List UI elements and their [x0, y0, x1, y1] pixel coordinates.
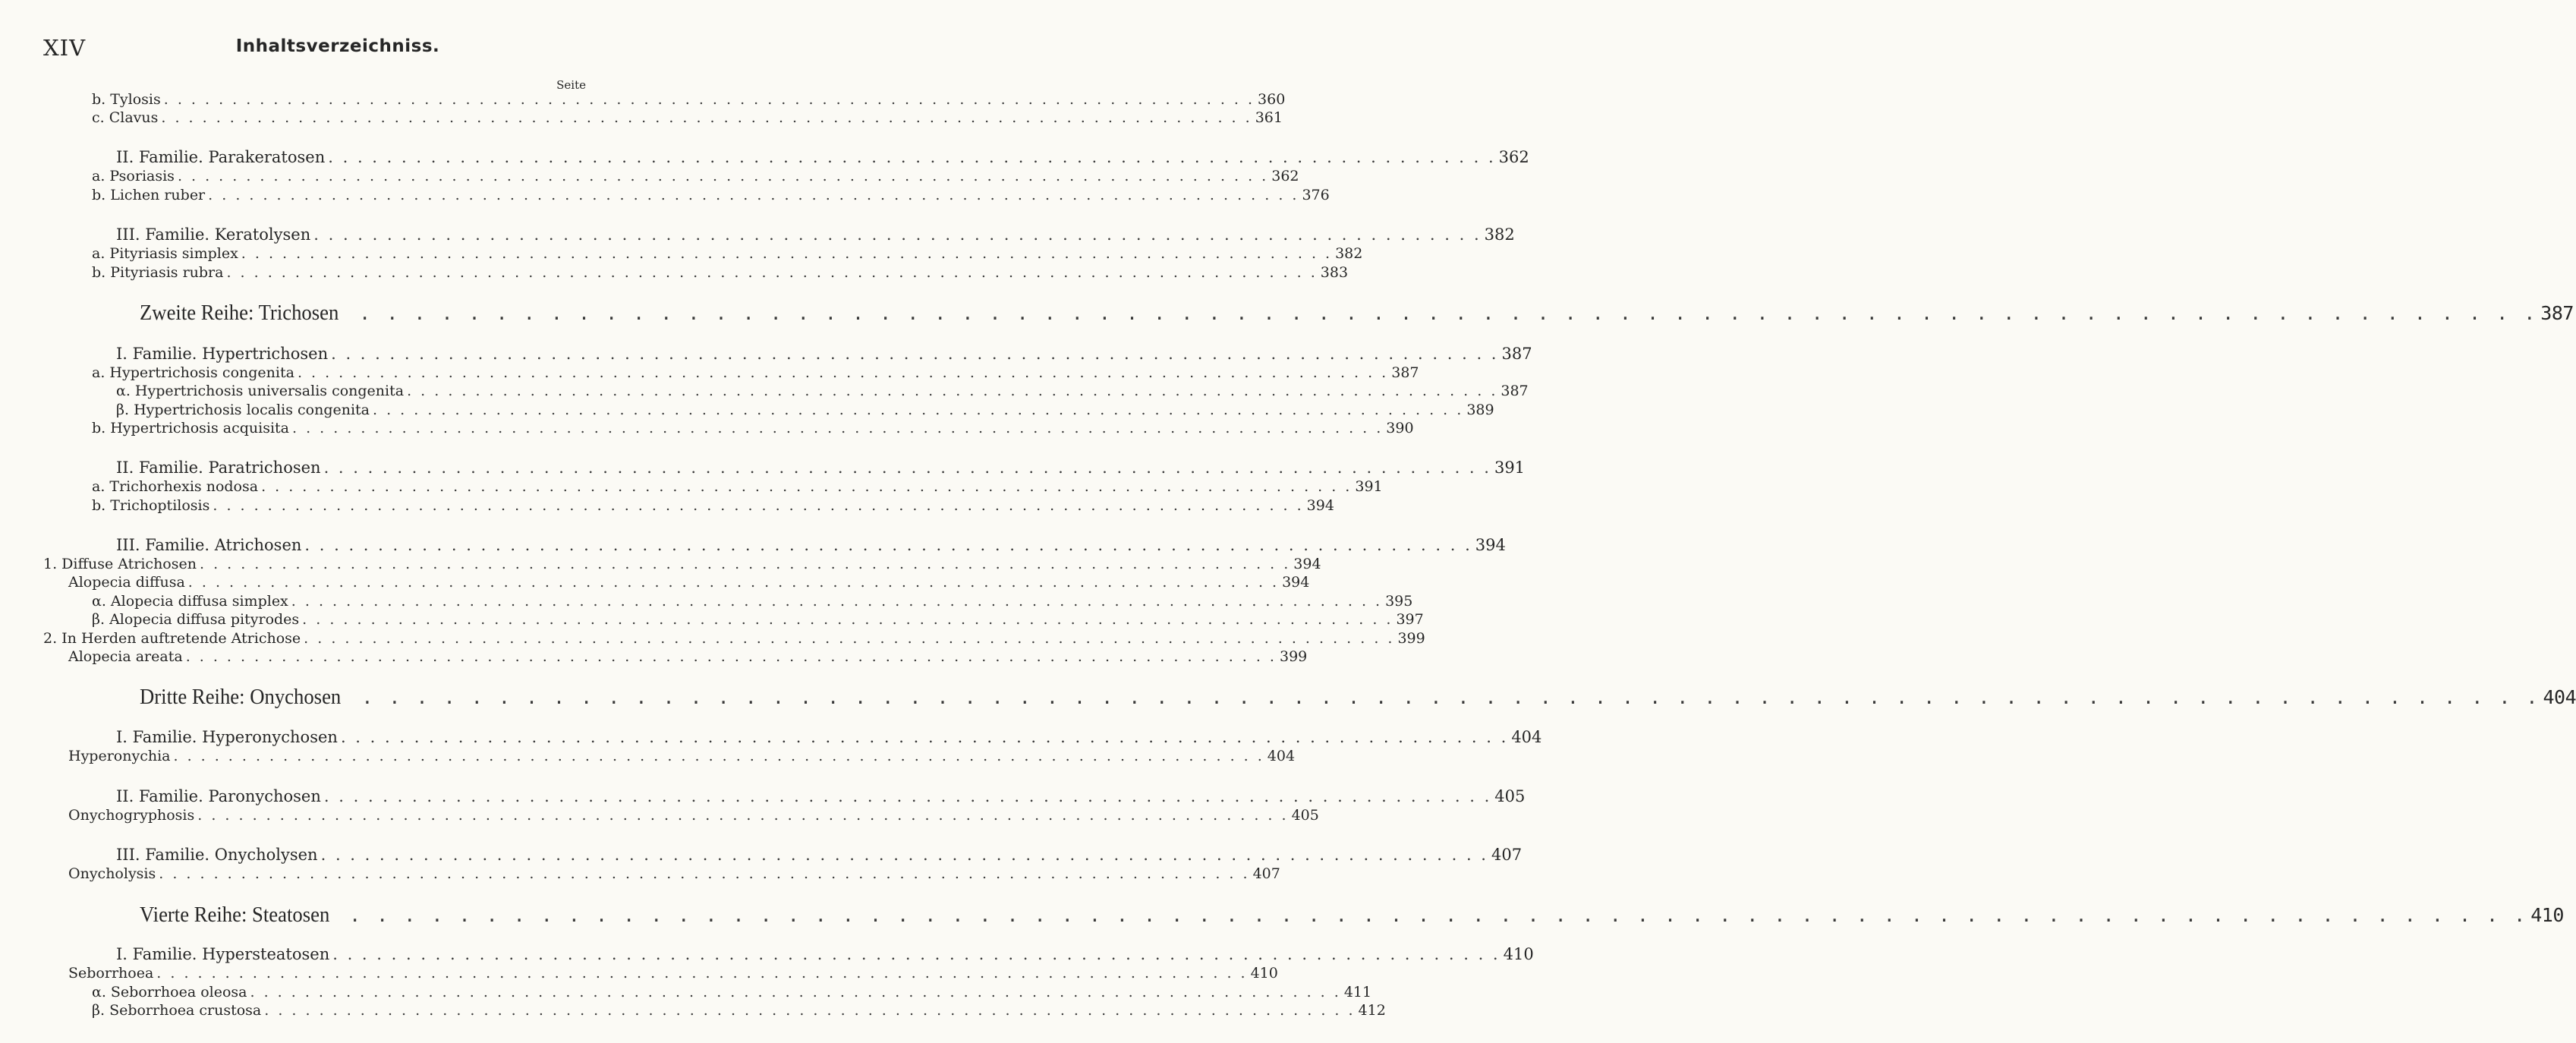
- entry-label: Dritte Reihe: Onychosen: [140, 685, 342, 709]
- family-heading: [116, 945, 1534, 966]
- toc-entry: [92, 1002, 1386, 1023]
- entry-label: Onychogryphosis: [68, 807, 195, 824]
- entry-label: a. Psoriasis: [92, 168, 175, 184]
- entry-page-number: 382: [1484, 225, 1515, 244]
- entry-page-number: 410: [1250, 965, 1278, 982]
- leader-dots: . . . . . . . . . . . . . . . . . . . . . . . . . . . . . . . . . . . . . . . . . . . . . . . . . . . . . . . . . . . . . . . . . . . . . . . . . . . . . . . .: [407, 383, 1498, 399]
- toc-entry: [92, 245, 1363, 266]
- leader-dots: . . . . . . . . . . . . . . . . . . . . . . . . . . . . . . . . . . . . . . . . . . . . . . . . . . . . . . . . . . . . . . . . . . . . . . . . . . . . . . . .: [302, 611, 1393, 628]
- entry-label: Seborrhoea: [68, 965, 154, 982]
- entry-page-number: 394: [1293, 556, 1321, 572]
- toc-entry: [92, 478, 1383, 499]
- toc-entry: [92, 420, 1414, 441]
- entry-page-number: 361: [1255, 109, 1283, 126]
- entry-page-number: 407: [1491, 846, 1523, 864]
- series-heading: [140, 903, 2564, 927]
- entry-page-number: 405: [1291, 807, 1319, 824]
- family-heading: [116, 536, 1506, 557]
- toc-entry: [92, 168, 1299, 189]
- series-heading: [140, 301, 2574, 325]
- entry-page-number: 376: [1302, 187, 1330, 203]
- entry-label: Alopecia diffusa: [68, 574, 185, 591]
- toc-entry: [68, 648, 1308, 670]
- entry-page-number: 362: [1498, 148, 1529, 166]
- entry-label: I. Familie. Hyperonychosen: [116, 728, 338, 746]
- family-heading: [116, 787, 1526, 808]
- entry-page-number: 410: [2530, 904, 2564, 926]
- entry-page-number: 387: [1501, 345, 1532, 363]
- entry-page-number: 362: [1271, 168, 1299, 184]
- leader-dots: . . . . . . . . . . . . . . . . . . . . . . . . . . . . . . . . . . . . . . . . . . . . . . . . . . . . . . . . . . . . . . . . . . . . . . . . . . . . . . . .: [349, 904, 2528, 926]
- leader-dots: . . . . . . . . . . . . . . . . . . . . . . . . . . . . . . . . . . . . . . . . . . . . . . . . . . . . . . . . . . . . . . . . . . . . . . . . . . . . . . . .: [177, 168, 1269, 184]
- entry-page-number: 387: [1501, 383, 1529, 399]
- family-heading: [116, 458, 1526, 480]
- toc-entry: [68, 865, 1280, 887]
- entry-page-number: 394: [1475, 536, 1506, 554]
- entry-label: b. Tylosis: [92, 91, 161, 108]
- leader-dots: . . . . . . . . . . . . . . . . . . . . . . . . . . . . . . . . . . . . . . . . . . . . . . . . . . . . . . . . . . . . . . . . . . . . . . . . . . . . . . . .: [173, 748, 1264, 764]
- entry-label: Alopecia areata: [68, 648, 183, 665]
- entry-page-number: 405: [1494, 787, 1526, 805]
- leader-dots: . . . . . . . . . . . . . . . . . . . . . . . . . . . . . . . . . . . . . . . . . . . . . . . . . . . . . . . . . . . . . . . . . . . . . . . . . . . . . . . .: [161, 109, 1252, 126]
- leader-dots: . . . . . . . . . . . . . . . . . . . . . . . . . . . . . . . . . . . . . . . . . . . . . . . . . . . . . . . . . . . . . . . . . . . . . . . . . . . . . . . .: [291, 593, 1383, 610]
- family-heading: [116, 728, 1542, 749]
- toc-entry: [68, 574, 1310, 595]
- leader-dots: . . . . . . . . . . . . . . . . . . . . . . . . . . . . . . . . . . . . . . . . . . . . . . . . . . . . . . . . . . . . . . . . . . . . . . . . . . . . . . . .: [340, 728, 1509, 746]
- entry-page-number: 383: [1320, 264, 1349, 281]
- toc-entry: [92, 264, 1349, 285]
- leader-dots: . . . . . . . . . . . . . . . . . . . . . . . . . . . . . . . . . . . . . . . . . . . . . . . . . . . . . . . . . . . . . . . . . . . . . . . . . . . . . . . .: [304, 536, 1472, 554]
- entry-page-number: 404: [1267, 748, 1296, 764]
- entry-label: Vierte Reihe: Steatosen: [140, 903, 330, 927]
- entry-page-number: 399: [1397, 630, 1425, 647]
- entry-page-number: 394: [1282, 574, 1310, 591]
- entry-label: β. Seborrhoea crustosa: [92, 1002, 262, 1019]
- toc-entry: [116, 383, 1529, 404]
- toc-entry: [92, 187, 1330, 208]
- leader-dots: . . . . . . . . . . . . . . . . . . . . . . . . . . . . . . . . . . . . . . . . . . . . . . . . . . . . . . . . . . . . . . . . . . . . . . . . . . . . . . . .: [213, 497, 1304, 514]
- leader-dots: . . . . . . . . . . . . . . . . . . . . . . . . . . . . . . . . . . . . . . . . . . . . . . . . . . . . . . . . . . . . . . . . . . . . . . . . . . . . . . . .: [264, 1002, 1356, 1019]
- page-number-roman: XIV: [43, 35, 87, 61]
- series-heading: [140, 685, 2576, 709]
- entry-page-number: 394: [1306, 497, 1334, 514]
- entry-page-number: 395: [1385, 593, 1413, 610]
- entry-page-number: 391: [1355, 478, 1383, 495]
- toc-entry: [68, 748, 1296, 769]
- entry-page-number: 399: [1279, 648, 1308, 665]
- family-heading: [116, 846, 1523, 867]
- leader-dots: . . . . . . . . . . . . . . . . . . . . . . . . . . . . . . . . . . . . . . . . . . . . . . . . . . . . . . . . . . . . . . . . . . . . . . . . . . . . . . . .: [323, 787, 1492, 805]
- entry-page-number: 360: [1258, 91, 1286, 108]
- leader-dots: . . . . . . . . . . . . . . . . . . . . . . . . . . . . . . . . . . . . . . . . . . . . . . . . . . . . . . . . . . . . . . . . . . . . . . . . . . . . . . . .: [332, 945, 1501, 963]
- entry-page-number: 391: [1494, 458, 1526, 477]
- leader-dots: . . . . . . . . . . . . . . . . . . . . . . . . . . . . . . . . . . . . . . . . . . . . . . . . . . . . . . . . . . . . . . . . . . . . . . . . . . . . . . . .: [226, 264, 1318, 281]
- leader-dots: . . . . . . . . . . . . . . . . . . . . . . . . . . . . . . . . . . . . . . . . . . . . . . . . . . . . . . . . . . . . . . . . . . . . . . . . . . . . . . . .: [208, 187, 1299, 203]
- leader-dots: . . . . . . . . . . . . . . . . . . . . . . . . . . . . . . . . . . . . . . . . . . . . . . . . . . . . . . . . . . . . . . . . . . . . . . . . . . . . . . . .: [328, 148, 1496, 166]
- entry-label: α. Alopecia diffusa simplex: [92, 593, 288, 610]
- family-heading: [116, 148, 1529, 169]
- entry-page-number: 404: [2543, 686, 2576, 708]
- running-title: Inhaltsverzeichniss.: [235, 36, 440, 56]
- entry-label: III. Familie. Atrichosen: [116, 536, 302, 554]
- leader-dots: . . . . . . . . . . . . . . . . . . . . . . . . . . . . . . . . . . . . . . . . . . . . . . . . . . . . . . . . . . . . . . . . . . . . . . . . . . . . . . . .: [320, 846, 1488, 864]
- entry-label: 1. Diffuse Atrichosen: [43, 556, 197, 572]
- entry-label: β. Hypertrichosis localis congenita: [116, 402, 370, 418]
- leader-dots: . . . . . . . . . . . . . . . . . . . . . . . . . . . . . . . . . . . . . . . . . . . . . . . . . . . . . . . . . . . . . . . . . . . . . . . . . . . . . . . .: [359, 302, 2538, 324]
- entry-label: Zweite Reihe: Trichosen: [140, 301, 339, 325]
- entry-label: I. Familie. Hypertrichosen: [116, 345, 329, 363]
- entry-page-number: 411: [1343, 984, 1372, 1000]
- entry-label: III. Familie. Keratolysen: [116, 225, 311, 244]
- leader-dots: . . . . . . . . . . . . . . . . . . . . . . . . . . . . . . . . . . . . . . . . . . . . . . . . . . . . . . . . . . . . . . . . . . . . . . . . . . . . . . . .: [373, 402, 1464, 418]
- entry-page-number: 389: [1466, 402, 1494, 418]
- entry-label: a. Hypertrichosis congenita: [92, 364, 294, 381]
- entry-label: 2. In Herden auftretende Atrichose: [43, 630, 301, 647]
- entry-label: II. Familie. Parakeratosen: [116, 148, 326, 166]
- leader-dots: . . . . . . . . . . . . . . . . . . . . . . . . . . . . . . . . . . . . . . . . . . . . . . . . . . . . . . . . . . . . . . . . . . . . . . . . . . . . . . . .: [156, 965, 1248, 982]
- entry-label: a. Trichorhexis nodosa: [92, 478, 259, 495]
- entry-label: b. Lichen ruber: [92, 187, 206, 203]
- leader-dots: . . . . . . . . . . . . . . . . . . . . . . . . . . . . . . . . . . . . . . . . . . . . . . . . . . . . . . . . . . . . . . . . . . . . . . . . . . . . . . . .: [304, 630, 1395, 647]
- toc-entry: [92, 109, 1283, 131]
- leader-dots: . . . . . . . . . . . . . . . . . . . . . . . . . . . . . . . . . . . . . . . . . . . . . . . . . . . . . . . . . . . . . . . . . . . . . . . . . . . . . . . .: [241, 245, 1333, 262]
- leader-dots: . . . . . . . . . . . . . . . . . . . . . . . . . . . . . . . . . . . . . . . . . . . . . . . . . . . . . . . . . . . . . . . . . . . . . . . . . . . . . . . .: [323, 458, 1491, 477]
- entry-page-number: 387: [2540, 302, 2574, 324]
- toc-entry: [92, 497, 1334, 518]
- leader-dots: . . . . . . . . . . . . . . . . . . . . . . . . . . . . . . . . . . . . . . . . . . . . . . . . . . . . . . . . . . . . . . . . . . . . . . . . . . . . . . . .: [297, 364, 1389, 381]
- entry-page-number: 404: [1511, 728, 1542, 746]
- toc-entry: [68, 807, 1319, 828]
- entry-label: b. Trichoptilosis: [92, 497, 210, 514]
- entry-label: b. Hypertrichosis acquisita: [92, 420, 289, 436]
- leader-dots: . . . . . . . . . . . . . . . . . . . . . . . . . . . . . . . . . . . . . . . . . . . . . . . . . . . . . . . . . . . . . . . . . . . . . . . . . . . . . . . .: [185, 648, 1277, 665]
- entry-label: c. Clavus: [92, 109, 159, 126]
- seite-column-label: Seite: [556, 78, 586, 92]
- entry-label: α. Hypertrichosis universalis congenita: [116, 383, 405, 399]
- family-heading: [116, 345, 1532, 366]
- entry-label: β. Alopecia diffusa pityrodes: [92, 611, 300, 628]
- leader-dots: . . . . . . . . . . . . . . . . . . . . . . . . . . . . . . . . . . . . . . . . . . . . . . . . . . . . . . . . . . . . . . . . . . . . . . . . . . . . . . . .: [199, 556, 1291, 572]
- leader-dots: . . . . . . . . . . . . . . . . . . . . . . . . . . . . . . . . . . . . . . . . . . . . . . . . . . . . . . . . . . . . . . . . . . . . . . . . . . . . . . . .: [313, 225, 1482, 244]
- entry-label: α. Seborrhoea oleosa: [92, 984, 247, 1000]
- leader-dots: . . . . . . . . . . . . . . . . . . . . . . . . . . . . . . . . . . . . . . . . . . . . . . . . . . . . . . . . . . . . . . . . . . . . . . . . . . . . . . . .: [250, 984, 1341, 1000]
- entry-page-number: 387: [1391, 364, 1419, 381]
- leader-dots: . . . . . . . . . . . . . . . . . . . . . . . . . . . . . . . . . . . . . . . . . . . . . . . . . . . . . . . . . . . . . . . . . . . . . . . . . . . . . . . .: [331, 345, 1499, 363]
- entry-label: Hyperonychia: [68, 748, 171, 764]
- entry-page-number: 410: [1503, 945, 1534, 963]
- entry-page-number: 407: [1252, 865, 1280, 882]
- entry-label: II. Familie. Paronychosen: [116, 787, 321, 805]
- entry-label: a. Pityriasis simplex: [92, 245, 238, 262]
- toc-entry: [92, 611, 1424, 632]
- leader-dots: . . . . . . . . . . . . . . . . . . . . . . . . . . . . . . . . . . . . . . . . . . . . . . . . . . . . . . . . . . . . . . . . . . . . . . . . . . . . . . . .: [261, 478, 1353, 495]
- entry-page-number: 382: [1335, 245, 1363, 262]
- toc-entry: [68, 965, 1278, 986]
- entry-label: b. Pityriasis rubra: [92, 264, 224, 281]
- entry-label: Onycholysis: [68, 865, 156, 882]
- leader-dots: . . . . . . . . . . . . . . . . . . . . . . . . . . . . . . . . . . . . . . . . . . . . . . . . . . . . . . . . . . . . . . . . . . . . . . . . . . . . . . . .: [361, 686, 2540, 708]
- entry-label: I. Familie. Hypersteatosen: [116, 945, 330, 963]
- family-heading: [116, 225, 1515, 247]
- entry-label: III. Familie. Onycholysen: [116, 846, 318, 864]
- leader-dots: . . . . . . . . . . . . . . . . . . . . . . . . . . . . . . . . . . . . . . . . . . . . . . . . . . . . . . . . . . . . . . . . . . . . . . . . . . . . . . . .: [187, 574, 1280, 591]
- leader-dots: . . . . . . . . . . . . . . . . . . . . . . . . . . . . . . . . . . . . . . . . . . . . . . . . . . . . . . . . . . . . . . . . . . . . . . . . . . . . . . . .: [163, 91, 1255, 108]
- leader-dots: . . . . . . . . . . . . . . . . . . . . . . . . . . . . . . . . . . . . . . . . . . . . . . . . . . . . . . . . . . . . . . . . . . . . . . . . . . . . . . . .: [292, 420, 1384, 436]
- entry-page-number: 390: [1386, 420, 1414, 436]
- entry-page-number: 412: [1358, 1002, 1386, 1019]
- entry-page-number: 397: [1396, 611, 1424, 628]
- leader-dots: . . . . . . . . . . . . . . . . . . . . . . . . . . . . . . . . . . . . . . . . . . . . . . . . . . . . . . . . . . . . . . . . . . . . . . . . . . . . . . . .: [197, 807, 1289, 824]
- leader-dots: . . . . . . . . . . . . . . . . . . . . . . . . . . . . . . . . . . . . . . . . . . . . . . . . . . . . . . . . . . . . . . . . . . . . . . . . . . . . . . . .: [159, 865, 1250, 882]
- entry-label: II. Familie. Paratrichosen: [116, 458, 321, 477]
